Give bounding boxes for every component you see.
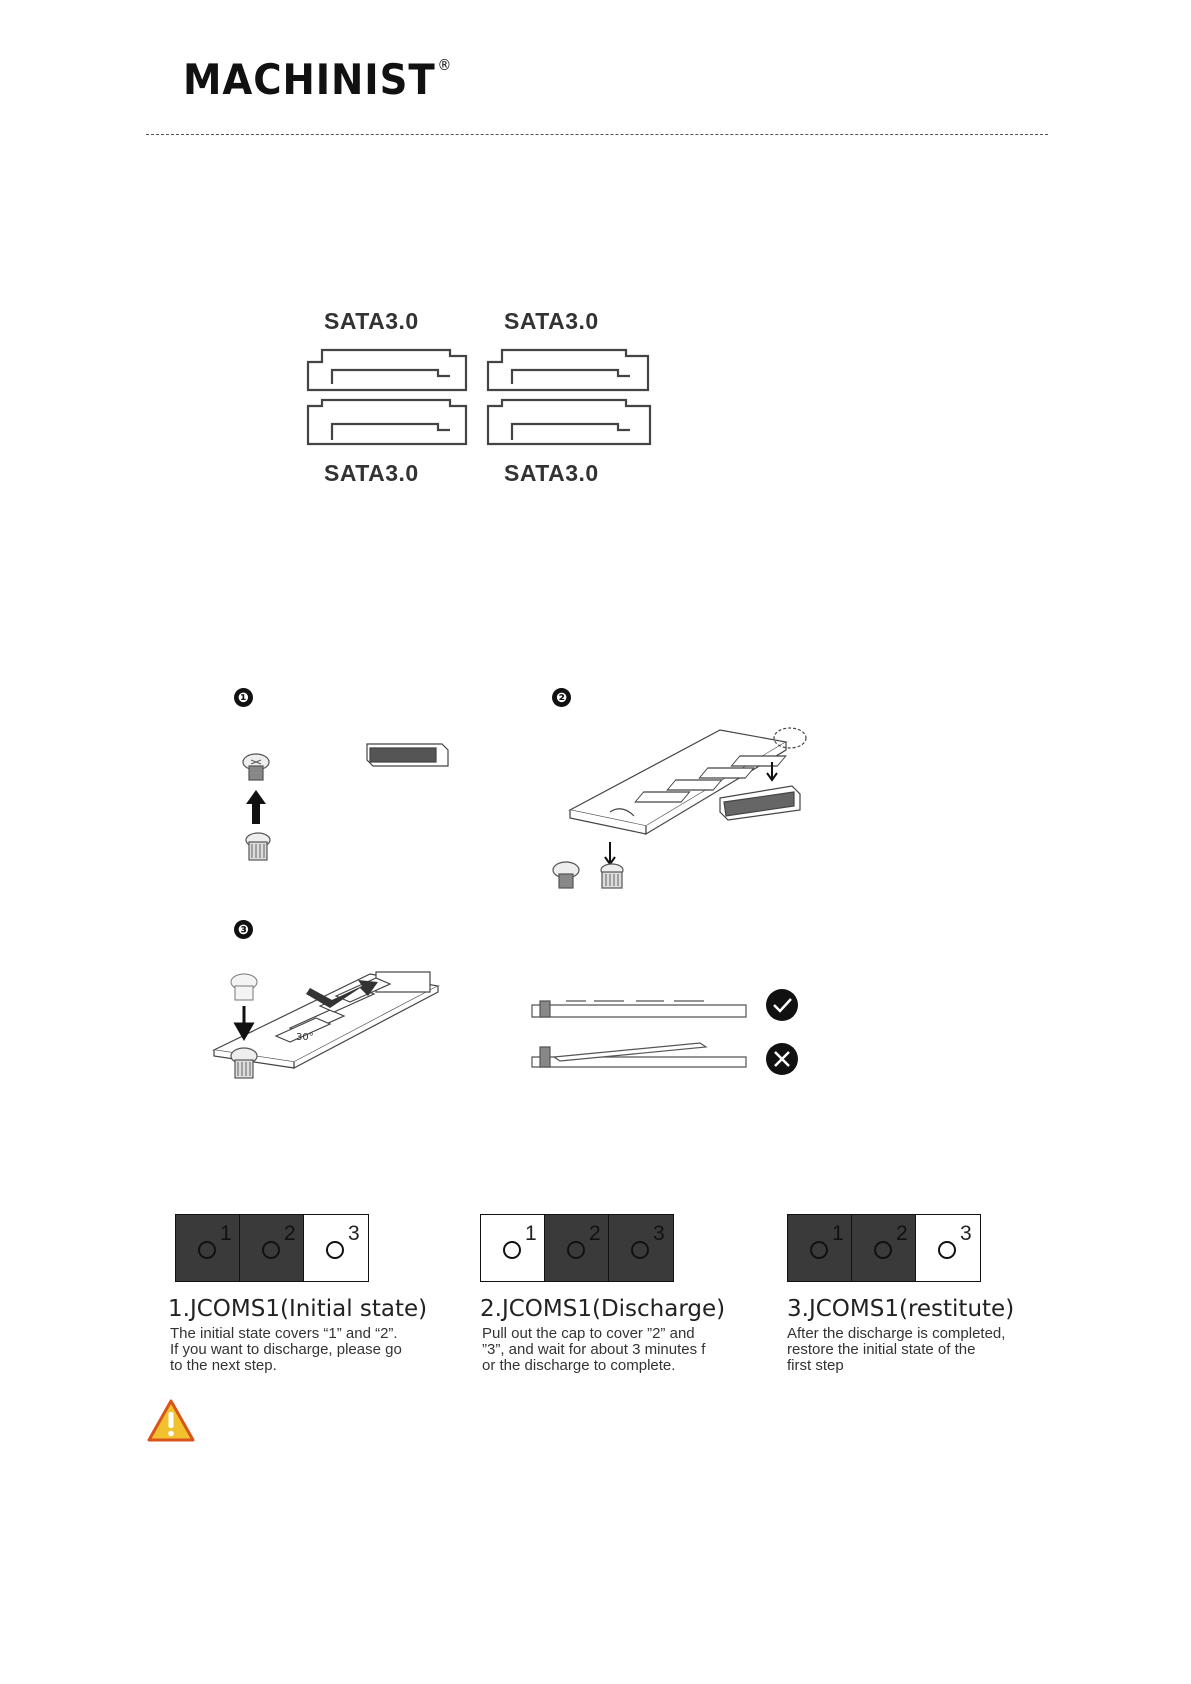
screw-icon	[231, 974, 257, 1000]
jumper-1	[175, 1214, 369, 1282]
arrow-up-icon	[246, 790, 266, 824]
step-2-illustration	[540, 720, 810, 900]
sata-connectors	[300, 340, 670, 460]
screw-icon	[246, 833, 270, 860]
pin-3: 3	[304, 1215, 368, 1281]
pin-2: 2	[545, 1215, 609, 1281]
pin-3: 3	[609, 1215, 673, 1281]
step-1-bullet: ❶	[234, 688, 253, 707]
jumper-1-desc: The initial state covers “1” and “2”. If you want to discharge, please go to the next step.	[170, 1325, 402, 1374]
pin-3: 3	[916, 1215, 980, 1281]
step-2-bullet: ❷	[552, 688, 571, 707]
sata-label: SATA3.0	[504, 308, 599, 334]
screw-icon	[601, 864, 623, 888]
jumper-3	[787, 1214, 981, 1282]
check-icon	[766, 989, 798, 1021]
correct-incorrect-illustration	[530, 985, 810, 1085]
step-1-illustration	[230, 730, 460, 870]
jumper-3-desc: After the discharge is completed, restore the initial state of the first step	[787, 1325, 1006, 1374]
pin-2: 2	[240, 1215, 304, 1281]
screw-icon	[553, 862, 579, 888]
warning-icon	[146, 1398, 196, 1444]
jumper-2	[480, 1214, 674, 1282]
registered-mark: ®	[437, 56, 453, 74]
arrow-down-icon	[605, 842, 615, 864]
brand-name: MACHINIST	[183, 55, 436, 104]
jumper-1-title: 1.JCOMS1(Initial state)	[168, 1296, 428, 1322]
sata-label: SATA3.0	[324, 460, 419, 486]
angle-label: 30°	[296, 1032, 314, 1043]
sata-label: SATA3.0	[324, 308, 419, 334]
pin-2: 2	[852, 1215, 916, 1281]
cross-icon	[766, 1043, 798, 1075]
jumper-pins	[480, 1214, 674, 1282]
jumper-2-desc: Pull out the cap to cover ”2” and ”3”, and wait for about 3 minutes f or the discharge to complete.	[482, 1325, 706, 1374]
pin-1: 1	[481, 1215, 545, 1281]
header-divider	[146, 134, 1048, 135]
step-3-illustration	[210, 950, 450, 1100]
jumper-2-title: 2.JCOMS1(Discharge)	[480, 1296, 726, 1322]
jumper-pins	[175, 1214, 369, 1282]
jumper-3-title: 3.JCOMS1(restitute)	[787, 1296, 1015, 1322]
pin-1: 1	[176, 1215, 240, 1281]
screw-icon	[243, 754, 269, 780]
step-3-bullet: ❸	[234, 920, 253, 939]
brand-logo	[183, 55, 453, 104]
sata-label: SATA3.0	[504, 460, 599, 486]
screw-icon	[231, 1048, 257, 1078]
pin-1: 1	[788, 1215, 852, 1281]
m2-slot	[367, 744, 448, 766]
jumper-pins	[787, 1214, 981, 1282]
